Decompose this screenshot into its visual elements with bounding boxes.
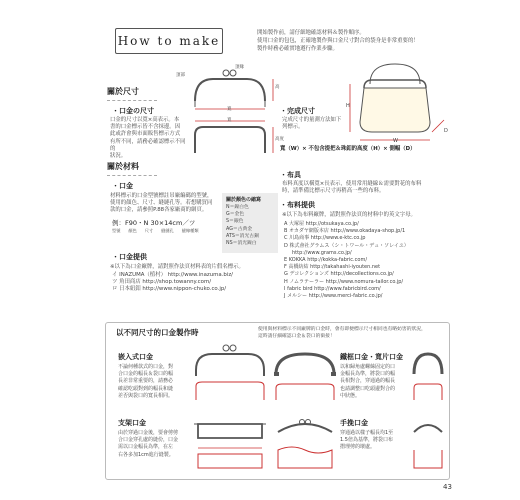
frame-sources-list	[112, 272, 282, 294]
frame-example-parts	[112, 227, 199, 235]
divider	[107, 175, 157, 176]
frame-types-intro	[258, 326, 448, 340]
text-line: 右各多加1cm進行縫製。	[118, 451, 174, 458]
color-legend-box	[222, 193, 278, 253]
finished-size-caption: 寬（W）× 不包含提把＆珠釦的高度（H）× 側幅（D）	[280, 146, 416, 152]
frame-source-item: ツ 角田商店 http://shop.towanny.com/	[112, 279, 212, 286]
header-note: 製作時務必確實地遵行作業步驟。	[257, 46, 338, 52]
text-line: 有所不同，請務必確認標示不同的	[110, 138, 186, 152]
frame-type-illustration	[190, 342, 270, 404]
text-line: 材料標示的口金型號標註吊廠編碼的型號，	[110, 193, 213, 199]
header-notes	[257, 29, 457, 53]
fabric-source-item: A 大塚屋 http://otsukaya.co.jp/	[284, 221, 359, 227]
text-line: 書的口金標示皆不含抹邊。因	[110, 124, 181, 131]
frame-type-name: 嵌入式口金	[118, 353, 153, 361]
color-legend-item: S＝銀色	[226, 219, 244, 225]
frame-type-illustration	[410, 410, 446, 476]
fabric-source-item: G デコレクションズ http://decollections.co.jp/	[284, 271, 394, 278]
frame-types-heading: 以不同尺寸的口金製作時	[116, 328, 199, 337]
header-note: 開始製作前，請仔細地確認材料＆製作順序。	[257, 30, 365, 36]
text-line: 差否與袋口的寬長相同。	[118, 392, 174, 399]
fabric-source-link[interactable]: http://www.fabricbird.com/	[314, 285, 381, 292]
text-line: 由於穿過口金後，要會剪剪	[118, 430, 179, 436]
frame-example: 例：F90・N 30×14cm／ツ	[112, 219, 196, 227]
page-number: 43	[443, 483, 452, 491]
text-line: 布料真度以橫寬×長表示，使用常用縫線＆需要對花的布料	[282, 181, 422, 187]
text-line: 合口金穿孔處的縫份，口金	[118, 437, 179, 444]
fabric-source-item: I fabric bird http://www.fabricbird.com/	[284, 285, 381, 292]
text-line: 金幅長為準，將袋口的幅	[340, 371, 396, 378]
text-line: 完成尺寸的量測方法如下	[282, 117, 342, 123]
text-line: 中狀態。	[340, 392, 361, 399]
bag-diagram	[340, 60, 450, 145]
frame-size-diagram	[175, 65, 295, 160]
text-line: 摺理剪的壞處。	[340, 444, 376, 451]
fabric-text	[282, 181, 452, 195]
text-line: 此或許會與市面販售標示方式	[110, 131, 181, 138]
color-legend-item: G＝金色	[226, 212, 245, 218]
fabric-source-link[interactable]: http://www.okadaya-shop.jp/1	[330, 228, 406, 235]
diagram-label: 寬	[227, 118, 232, 123]
example-part: 縫線種類	[181, 228, 199, 233]
section-heading-size: 關於尺寸	[107, 87, 139, 96]
fabric-sources-title: ・布料提供	[280, 201, 315, 209]
diagram-label: W	[393, 138, 398, 144]
fabric-source-link[interactable]: http://kokka-fabric.com/	[307, 257, 368, 264]
frame-source-link[interactable]: http://www.inazuma.biz/	[167, 272, 233, 278]
example-part: 型號	[112, 228, 121, 233]
frame-type-text	[118, 364, 188, 400]
diagram-label: 頂部	[176, 73, 185, 78]
diagram-label: 高	[275, 85, 280, 90]
text-line: 長差非常重要的，請務必	[118, 378, 174, 385]
color-legend-title: 關於顏色の縮寫	[226, 197, 262, 203]
frame-type-text	[118, 430, 190, 459]
frame-type-illustration	[270, 342, 340, 404]
text-line: 需以口金幅長為準，在左	[118, 444, 174, 451]
frame-type-name: 鐵框口金・寬片口金	[340, 353, 403, 361]
diagram-label: H	[346, 103, 350, 109]
color-legend-item: AG＝古典金	[226, 226, 253, 232]
fabric-source-link[interactable]: http://www.e-ktc.co.jp	[310, 235, 366, 242]
fabric-source-item	[284, 250, 454, 257]
diagram-label: D	[444, 128, 448, 134]
example-part: 尺寸	[144, 228, 154, 233]
frame-source-link[interactable]: http://shop.towanny.com/	[142, 279, 212, 286]
text-line: 不論何種款式的口金，對	[118, 364, 174, 370]
header-note: 使用口金的包包，正確地製作與口金尺寸對合的袋身是非常重要的！	[257, 38, 419, 44]
fabric-source-link[interactable]: http://www.nomura-tailor.co.jp/	[325, 278, 404, 285]
section-heading-materials: 關於材料	[107, 162, 139, 171]
text-line: 也請調整口吃頭邊對合的	[340, 385, 396, 392]
text-line: 使用與材料標示不同廠牌的口金時，會有即便標示尺寸相同也有略妨害的狀況，	[258, 327, 426, 332]
diagram-label: 高度	[275, 137, 284, 142]
fabric-source-link[interactable]: http://takahashi-iyouten.net	[310, 264, 381, 271]
frame-type-illustration	[410, 342, 446, 404]
text-line: 長相對合，穿通過的幅長	[340, 378, 396, 385]
fabric-source-item: B オカダヤ網版本店 http://www.okadaya-shop.jp/1	[284, 228, 406, 235]
color-legend-item: ATS＝消光古銅	[226, 233, 259, 239]
divider	[107, 100, 157, 101]
diagram-label: 寬	[227, 107, 232, 112]
frame-type-illustration	[190, 410, 270, 476]
diagram-label: 頂緣	[235, 65, 244, 70]
text-line: 合口金的幅長＆袋口的幅	[118, 371, 174, 378]
fabric-title: ・布具	[280, 171, 301, 179]
frame-title: ・口金	[112, 182, 133, 190]
fabric-source-link[interactable]: http://www.grams.co.jp/	[292, 249, 352, 256]
frame-size-title: ・口金の尺寸	[112, 107, 154, 115]
text-line: 時，請準備比標示尺寸再稍高一些的布料。	[282, 188, 385, 195]
frame-sources-note: ※以下為口金廠牌，請對照作法頁材料表的片假名標示。	[110, 264, 244, 270]
fabric-source-item: J メルシー http://www.merci-fabric.co.jp/	[284, 293, 383, 300]
fabric-source-item: C 川島商事 http://www.e-ktc.co.jp	[284, 235, 366, 242]
frame-source-link[interactable]: http://www.nippon-chuko.co.jp/	[142, 286, 227, 293]
fabric-source-item: F 高橋紡結 http://takahashi-iyouten.net	[284, 264, 381, 271]
example-part: 縫縫孔	[161, 228, 174, 233]
example-part: 顏色	[128, 228, 137, 233]
text-line: 穿通過以樣子幅長均1至	[340, 430, 394, 436]
fabric-source-item: H ノムラテーラー http://www.nomura-tailor.co.jp/	[284, 278, 404, 285]
fabric-sources-note: ※以下為布料廠牌，請對照作法頁的材料中的英文字母。	[282, 212, 416, 218]
fabric-source-link[interactable]: http://www.merci-fabric.co.jp/	[308, 293, 383, 300]
fabric-source-item: E KOKKA http://kokka-fabric.com/	[284, 257, 368, 264]
text-line: 這時請仔細確認口金＆袋口的銜接！	[258, 334, 335, 340]
frame-source-item: イ INAZUMA（植村） http://www.inazuma.biz/	[112, 272, 233, 278]
frame-type-illustration	[272, 410, 338, 476]
fabric-sources-list	[284, 221, 454, 300]
text-line: 確認吃頭對到的幅長和縫	[118, 385, 174, 392]
text-line: 以和歸角處螺絲固定的口	[340, 364, 396, 370]
frame-sources-title: ・口金提供	[112, 253, 147, 261]
color-legend-item: N＝鎳白色	[226, 205, 249, 210]
frame-type-name: 手挽口金	[340, 419, 368, 427]
text-line: 款的口金，請參照P.88各家廠商的網頁。	[110, 207, 208, 214]
fabric-source-link[interactable]: http://decollections.co.jp/	[330, 271, 394, 278]
text-line: 列標示。	[282, 124, 304, 131]
finished-size-title: ・完成尺寸	[280, 107, 315, 115]
frame-type-text	[340, 364, 412, 400]
page-title: How to make	[115, 28, 223, 54]
text-line: 1.5倍為基準，將袋口布	[340, 437, 393, 444]
fabric-source-link[interactable]: http://otsukaya.co.jp/	[305, 221, 359, 227]
frame-type-text	[340, 430, 412, 452]
text-line: 使用的顏色、尺寸、縫縫孔等。若想購買同	[110, 200, 213, 207]
fabric-source-item: D 株式會社グラムス（シ・トワール・デュ・ソレイユ）	[284, 242, 409, 249]
text-line: 狀況。	[110, 153, 127, 160]
color-legend-item: NS＝消光鎳白	[226, 241, 257, 247]
frame-type-name: 支架口金	[118, 419, 146, 427]
text-line: 口金的尺寸以寬×高表示。本	[110, 117, 180, 123]
frame-source-item: ロ 日本紐釦 http://www.nippon-chuko.co.jp/	[112, 286, 227, 293]
